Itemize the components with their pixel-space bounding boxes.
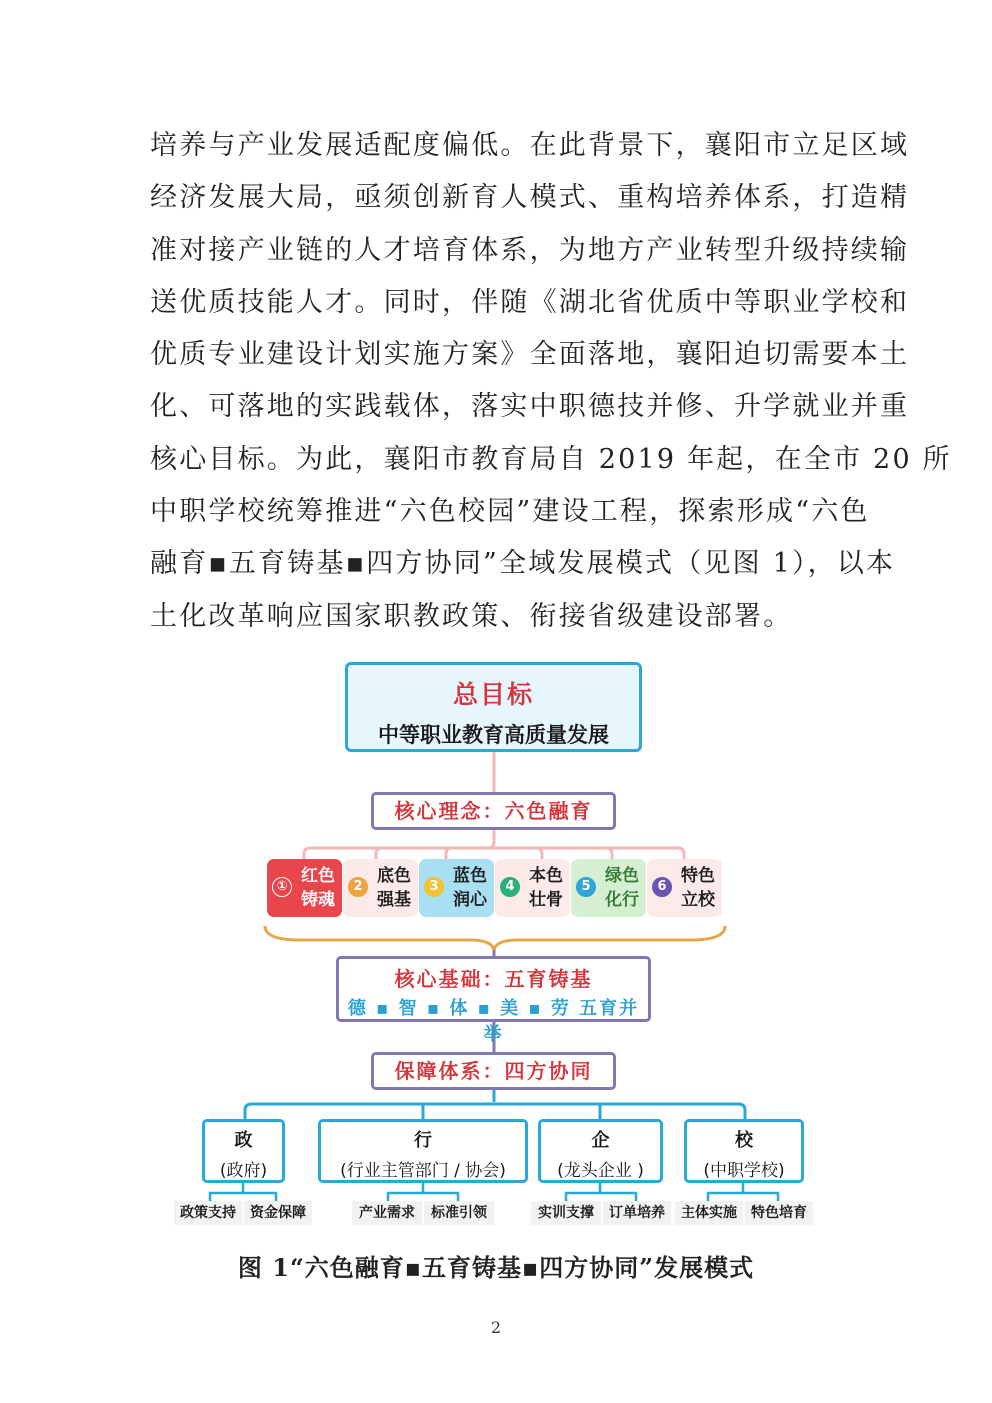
body-line: 化、可落地的实践载体，落实中职德技并修、升学就业并重 — [150, 391, 910, 423]
goal-subtitle: 中等职业教育高质量发展 — [378, 723, 609, 747]
party-box-industry — [318, 1119, 528, 1183]
guarantee-system-box — [371, 1052, 616, 1090]
color-card-special — [647, 859, 722, 917]
foundation-subtitle: 德 ▪ 智 ▪ 体 ▪ 美 ▪ 劳 五育并举 — [347, 998, 640, 1045]
party-desc: (龙头企业 ) — [557, 1161, 644, 1181]
color-label — [449, 864, 491, 912]
color-label-line1: 蓝色 — [453, 866, 487, 886]
color-label-line1: 绿色 — [605, 866, 639, 886]
body-line: 经济发展大局，亟须创新育人模式、重构培养体系，打造精 — [150, 182, 910, 214]
party-box-school — [684, 1119, 804, 1183]
party-name: 政 — [234, 1130, 253, 1151]
party-name: 企 — [591, 1130, 610, 1151]
color-card-true — [495, 859, 570, 917]
color-label-line1: 特色 — [681, 866, 715, 886]
party-box-government — [202, 1119, 285, 1183]
brace-shape — [265, 926, 725, 950]
figure-caption: 图 1“六色融育▪五育铸基▪四方协同”发展模式 — [237, 1253, 755, 1282]
party-desc: (行业主管部门 / 协会) — [340, 1161, 506, 1181]
color-number: 3 — [424, 877, 444, 897]
party-sub-label: 政策支持 — [174, 1201, 242, 1225]
color-card-red — [267, 859, 342, 917]
color-label-line2: 立校 — [681, 890, 715, 910]
development-model-diagram — [0, 650, 992, 1240]
party-name: 行 — [414, 1130, 432, 1151]
body-line: 优质专业建设计划实施方案》全面落地，襄阳迫切需要本土 — [150, 339, 910, 371]
color-label — [373, 864, 415, 912]
body-line: 送优质技能人才。同时，伴随《湖北省优质中等职业学校和 — [150, 286, 910, 318]
color-label-line2: 强基 — [377, 890, 411, 910]
color-label — [525, 864, 567, 912]
color-label — [297, 864, 339, 912]
core-concept-box — [371, 792, 616, 830]
color-number: 2 — [348, 877, 368, 897]
color-number: ① — [272, 877, 292, 897]
color-number: 6 — [652, 877, 672, 897]
core-color-connectors — [304, 830, 684, 859]
party-sub-label: 产业需求 — [352, 1201, 422, 1225]
page-number: 2 — [490, 1318, 502, 1337]
party-sub-label: 特色培育 — [745, 1201, 813, 1225]
party-sub-label: 订单培养 — [603, 1201, 671, 1225]
guarantee-label: 保障体系：四方协同 — [394, 1059, 593, 1083]
party-sub-connectors — [210, 1183, 778, 1201]
color-label — [677, 864, 719, 912]
color-label-line2: 壮骨 — [529, 890, 563, 910]
guarantee-party-connectors — [245, 1090, 745, 1119]
goal-box — [345, 662, 642, 752]
color-label-line2: 铸魂 — [301, 890, 335, 910]
party-box-enterprise — [538, 1119, 663, 1183]
color-card-blue — [419, 859, 494, 917]
body-line: 融育▪五育铸基▪四方协同”全域发展模式（见图 1），以本 — [150, 548, 896, 580]
body-line: 土化改革响应国家职教政策、衔接省级建设部署。 — [150, 600, 793, 632]
party-sub-label: 实训支撑 — [531, 1201, 601, 1225]
party-desc: (政府) — [219, 1161, 268, 1181]
foundation-title: 核心基础：五育铸基 — [394, 967, 593, 991]
party-sub-label: 主体实施 — [675, 1201, 743, 1225]
color-label-line1: 底色 — [377, 866, 411, 886]
color-card-green — [571, 859, 646, 917]
body-line: 培养与产业发展适配度偏低。在此背景下，襄阳市立足区域 — [150, 130, 910, 161]
party-desc: (中职学校) — [703, 1161, 785, 1181]
color-label — [601, 864, 643, 912]
color-label-line2: 化行 — [605, 890, 639, 910]
body-line: 中职学校统筹推进“六色校园”建设工程，探索形成“六色 — [150, 496, 870, 528]
party-name: 校 — [735, 1130, 753, 1151]
color-number: 4 — [500, 877, 520, 897]
body-line: 准对接产业链的人才培育体系，为地方产业转型升级持续输 — [150, 234, 910, 266]
goal-title: 总目标 — [452, 680, 534, 709]
color-label-line1: 本色 — [529, 866, 563, 886]
color-label-line1: 红色 — [301, 866, 335, 886]
body-paragraph — [150, 120, 952, 643]
color-number: 5 — [576, 877, 596, 897]
party-sub-label: 资金保障 — [244, 1201, 312, 1225]
color-card-base — [343, 859, 418, 917]
party-sub-label: 标准引领 — [424, 1201, 494, 1225]
body-line: 核心目标。为此，襄阳市教育局自 2019 年起，在全市 20 所 — [150, 443, 952, 475]
core-concept-label: 核心理念：六色融育 — [394, 799, 593, 823]
core-foundation-box — [336, 956, 651, 1045]
color-label-line2: 润心 — [453, 890, 487, 910]
